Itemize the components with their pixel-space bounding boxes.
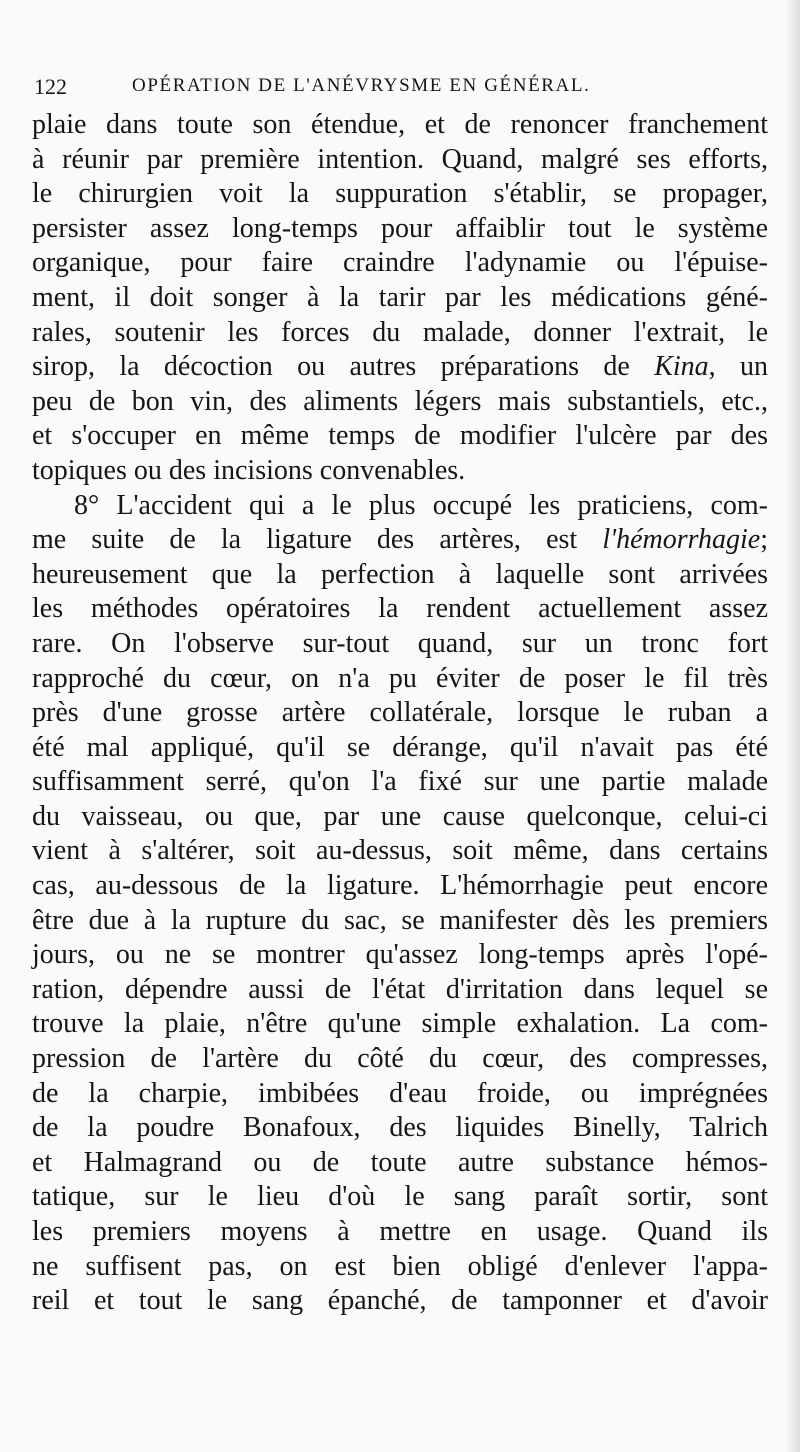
text-line: cas, au-dessous de la ligature. L'hémorrhagie peut encore: [32, 870, 768, 902]
text-line: les méthodes opératoires la rendent actuellement assez: [32, 593, 768, 625]
text-segment: , un: [708, 351, 769, 383]
body-text: [32, 108, 768, 1319]
text-line: vient à s'altérer, soit au-dessus, soit même, dans certains: [32, 835, 768, 867]
page-number: 122: [34, 74, 67, 99]
text-line: trouve la plaie, n'être qu'une simple exhalation. La com-: [32, 1008, 768, 1040]
text-line: topiques ou des incisions convenables.: [32, 454, 466, 486]
text-line: près d'une grosse artère collatérale, lorsque le ruban a: [32, 697, 768, 729]
text-line: ration, dépendre aussi de l'état d'irritation dans lequel se: [32, 973, 768, 1005]
text-line: pression de l'artère du côté du cœur, des compresses,: [32, 1043, 768, 1075]
text-line: rales, soutenir les forces du malade, donner l'extrait, le: [32, 316, 768, 348]
text-line: été mal appliqué, qu'il se dérange, qu'il n'avait pas été: [32, 731, 768, 763]
text-line: ne suffisent pas, on est bien obligé d'enlever l'appa-: [32, 1250, 768, 1282]
text-line: de la charpie, imbibées d'eau froide, ou imprégnées: [32, 1077, 768, 1109]
text-line: les premiers moyens à mettre en usage. Quand ils: [32, 1216, 768, 1247]
text-line: reil et tout le sang épanché, de tamponner et d'avoir: [32, 1285, 768, 1317]
text-line: heureusement que la perfection à laquelle sont arrivées: [32, 558, 768, 590]
text-line: le chirurgien voit la suppuration s'établir, se propager,: [32, 178, 768, 210]
text-line: tatique, sur le lieu d'où le sang paraît sortir, sont: [32, 1181, 768, 1213]
text-line: ment, il doit songer à la tarir par les médications géné-: [32, 281, 768, 313]
text-line: persister assez long-temps pour affaiblir tout le système: [32, 212, 768, 244]
italic-term: Kina: [654, 351, 709, 383]
text-line: peu de bon vin, des aliments légers mais substantiels, etc.,: [32, 385, 768, 417]
text-line: et Halmagrand ou de toute autre substance hémos-: [32, 1146, 768, 1178]
text-line: de la poudre Bonafoux, des liquides Binelly, Talrich: [32, 1112, 768, 1144]
text-line: suffisamment serré, qu'on l'a fixé sur une partie malade: [32, 766, 768, 798]
text-line: rare. On l'observe sur-tout quand, sur un tronc fort: [32, 627, 768, 659]
text-line: plaie dans toute son étendue, et de renoncer franchement: [32, 109, 768, 140]
text-line: rapproché du cœur, on n'a pu éviter de poser le fil très: [32, 662, 768, 694]
text-line: être due à la rupture du sac, se manifester dès les premiers: [32, 904, 768, 936]
text-line-with-italic: [32, 350, 768, 385]
page-edge-shadow: [786, 0, 800, 1452]
text-line-with-italic: [32, 523, 768, 558]
running-head: [34, 74, 774, 104]
italic-term: l'hémorrhagie: [602, 524, 761, 556]
text-segment: ;: [760, 524, 769, 556]
text-line: organique, pour faire craindre l'adynamie ou l'épuise-: [32, 247, 768, 279]
text-line: jours, ou ne se montrer qu'assez long-temps après l'opé-: [32, 939, 768, 971]
text-segment: sirop, la décoction ou autres préparations de: [32, 351, 630, 383]
running-title: OPÉRATION DE L'ANÉVRYSME EN GÉNÉRAL.: [132, 75, 591, 96]
text-line: à réunir par première intention. Quand, malgré ses efforts,: [32, 143, 768, 175]
paragraph-start: 8° L'accident qui a le plus occupé les praticiens, com-: [74, 489, 768, 521]
text-segment: me suite de la ligature des artères, est: [32, 524, 578, 556]
text-line: du vaisseau, ou que, par une cause quelconque, celui-ci: [32, 800, 768, 832]
text-line: et s'occuper en même temps de modifier l'ulcère par des: [32, 420, 768, 452]
